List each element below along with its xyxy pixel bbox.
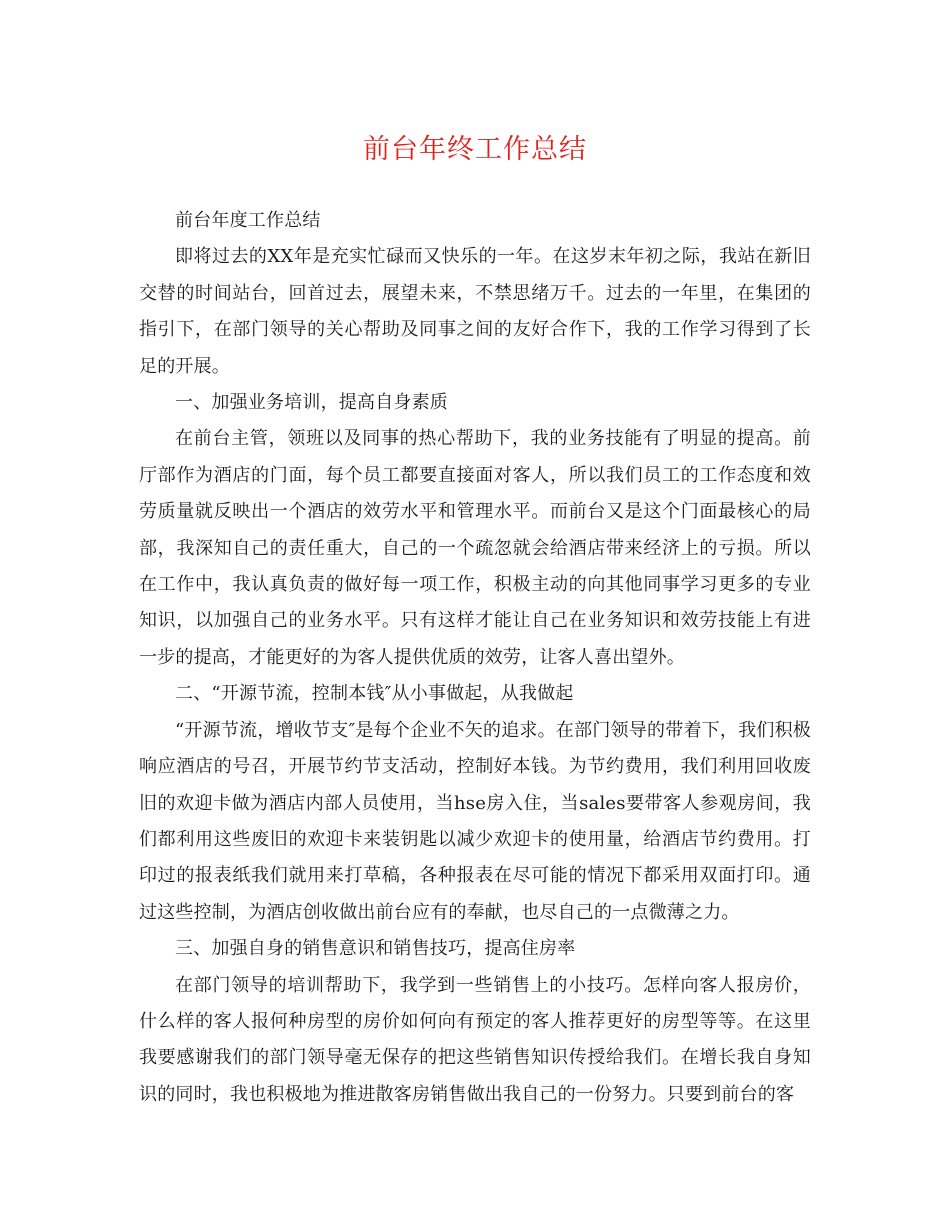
paragraph-section-1: 在前台主管，领班以及同事的热心帮助下，我的业务技能有了明显的提高。前厅部作为酒店的门面，每个员工都要直接面对客人，所以我们员工的工作态度和效劳质量就反映出一个酒店的效劳水平和管理水平。而前台又是这个门面最核心的局部，我深知自己的责任重大，自己的一个疏忽就会给酒店带来经济上的亏损。所以在工作中，我认真负责的做好每一项工作，积极主动的向其他同事学习更多的专业知识，以加强自己的业务水平。只有这样才能让自己在业务知识和效劳技能上有进一步的提高，才能更好的为客人提供优质的效劳，让客人喜出望外。 xyxy=(139,428,811,668)
document-page xyxy=(139,0,811,1230)
paragraph-section-3: 在部门领导的培训帮助下，我学到一些销售上的小技巧。怎样向客人报房价，什么样的客人报何种房型的房价如何向有预定的客人推荐更好的房型等等。在这里我要感谢我们的部门领导毫无保存的把这些销售知识传授给我们。在增长我自身知识的同时，我也积极地为推进散客房销售做出我自己的一份努力。只要到前台的客 xyxy=(139,974,811,1105)
section-heading-1: 一、加强业务培训，提高自身素质 xyxy=(175,392,448,414)
document-title: 前台年终工作总结 xyxy=(363,134,587,165)
section-heading-3: 三、加强自身的销售意识和销售技巧，提高住房率 xyxy=(175,938,576,960)
paragraph-subtitle: 前台年度工作总结 xyxy=(175,210,321,231)
document-body xyxy=(139,203,811,1113)
paragraph-section-2: “开源节流，增收节支″是每个企业不矢的追求。在部门领导的带着下，我们积极响应酒店的号召，开展节约节支活动，控制好本钱。为节约费用，我们利用回收废旧的欢迎卡做为酒店内部人员使用，当hse房入住，当sales要带客人参观房间，我们都利用这些废旧的欢迎卡来装钥匙以减少欢迎卡的使用量，给酒店节约费用。打印过的报表纸我们就用来打草稿，各种报表在尽可能的情况下都采用双面打印。通过这些控制，为酒店创收做出前台应有的奉献，也尽自己的一点微薄之力。 xyxy=(139,719,811,923)
paragraph-intro: 即将过去的XX年是充实忙碌而又快乐的一年。在这岁末年初之际，我站在新旧交替的时间站台，回首过去，展望未来，不禁思绪万千。过去的一年里，在集团的指引下，在部门领导的关心帮助及同事之间的友好合作下，我的工作学习得到了长足的开展。 xyxy=(139,246,811,377)
section-heading-2: 二、“开源节流，控制本钱″从小事做起，从我做起 xyxy=(175,683,574,705)
